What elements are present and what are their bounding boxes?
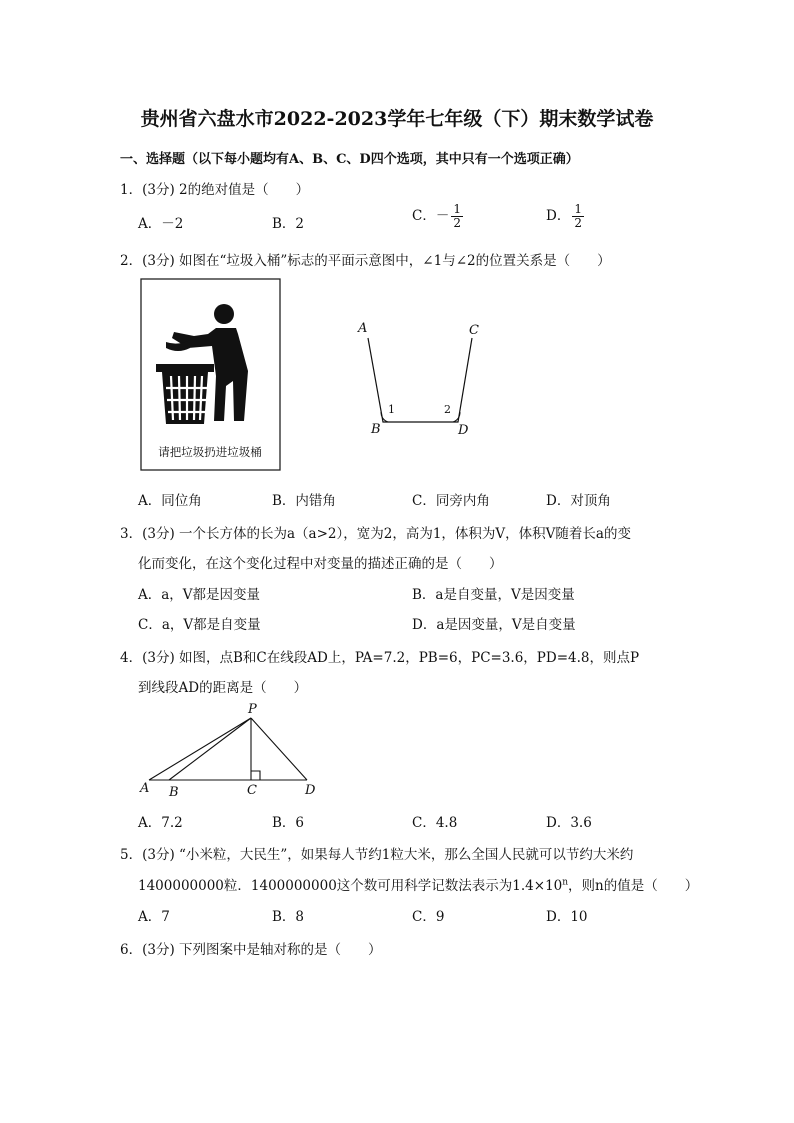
q1-option-d (546, 203, 584, 230)
segment-figure (135, 698, 325, 802)
q4-option-c: C．4.8 (412, 815, 458, 831)
q1-option-a: A．－2 (138, 216, 184, 232)
figure-lines (368, 338, 472, 422)
q4-option-b: B．6 (272, 815, 305, 831)
question-5-line-1: 5．(3分) “小米粒，大民生”，如果每人节约1粒大米，那么全国人民就可以节约大米约 (120, 847, 634, 863)
label-a: A (140, 781, 150, 796)
label-d: D (305, 783, 316, 798)
denominator: 2 (574, 216, 582, 230)
label-c: C (469, 323, 479, 338)
figure-lines (149, 718, 307, 780)
q5-option-d: D．10 (546, 909, 588, 925)
question-4-line-1: 4．(3分) 如图，点B和C在线段AD上，PA=7.2，PB=6，PC=3.6，PD=4.8，则点P (120, 650, 640, 666)
sign-caption: 请把垃圾扔进垃圾桶 (158, 445, 262, 459)
q2-option-d: D．对顶角 (546, 493, 611, 509)
question-6: 6．(3分) 下列图案中是轴对称的是（ ） (120, 942, 382, 958)
q5-text-part-2: ，则n的值是（ ） (568, 878, 699, 894)
trash-sign-figure (138, 276, 284, 474)
numerator: 1 (574, 202, 582, 216)
q1-option-d-label: D． (546, 208, 571, 224)
label-d: D (458, 423, 469, 438)
q1-option-b: B．2 (272, 216, 305, 232)
q1-option-c (412, 203, 463, 230)
exponent: n (562, 877, 569, 888)
question-2: 2．(3分) 如图在“垃圾入桶”标志的平面示意图中，∠1与∠2的位置关系是（ ） (120, 253, 611, 269)
fraction (451, 203, 463, 230)
q4-option-a: A．7.2 (138, 815, 183, 831)
label-c: C (247, 783, 257, 798)
question-1: 1．(3分) 2的绝对值是（ ） (120, 182, 310, 198)
angle-figure (350, 316, 490, 440)
q3-option-a: A．a，V都是因变量 (138, 587, 261, 603)
q4-option-d: D．3.6 (546, 815, 592, 831)
q2-option-c: C．同旁内角 (412, 493, 490, 509)
fraction (572, 203, 584, 230)
numerator: 1 (453, 202, 461, 216)
q3-option-d: D．a是因变量，V是自变量 (412, 617, 576, 633)
label-p: P (248, 702, 257, 717)
page-title: 贵州省六盘水市2022-2023学年七年级（下）期末数学试卷 (140, 108, 654, 130)
question-3-line-1: 3．(3分) 一个长方体的长为a（a>2），宽为2，高为1，体积为V，体积V随着长a的变 (120, 526, 631, 542)
question-5-line-2 (138, 874, 698, 894)
angle-1-label: 1 (388, 403, 395, 416)
q1-option-c-label: C．－ (412, 208, 450, 224)
q5-option-a: A．7 (138, 909, 170, 925)
denominator: 2 (453, 216, 461, 230)
question-4-line-2: 到线段AD的距离是（ ） (138, 680, 308, 696)
section-heading: 一、选择题（以下每小题均有A、B、C、D四个选项，其中只有一个选项正确） (120, 152, 579, 167)
q3-option-b: B．a是自变量，V是因变量 (412, 587, 575, 603)
q2-option-b: B．内错角 (272, 493, 336, 509)
q2-option-a: A．同位角 (138, 493, 202, 509)
q5-option-b: B．8 (272, 909, 305, 925)
label-a: A (358, 321, 368, 336)
q5-text-part-1: 1400000000粒．1400000000这个数可用科学记数法表示为1.4×10 (138, 878, 563, 894)
label-b: B (371, 422, 381, 437)
sign-border (141, 279, 280, 470)
q5-option-c: C．9 (412, 909, 445, 925)
q3-option-c: C．a，V都是自变量 (138, 617, 261, 633)
question-3-line-2: 化而变化，在这个变化过程中对变量的描述正确的是（ ） (138, 556, 503, 572)
angle-2-label: 2 (444, 403, 451, 416)
label-b: B (169, 785, 179, 800)
